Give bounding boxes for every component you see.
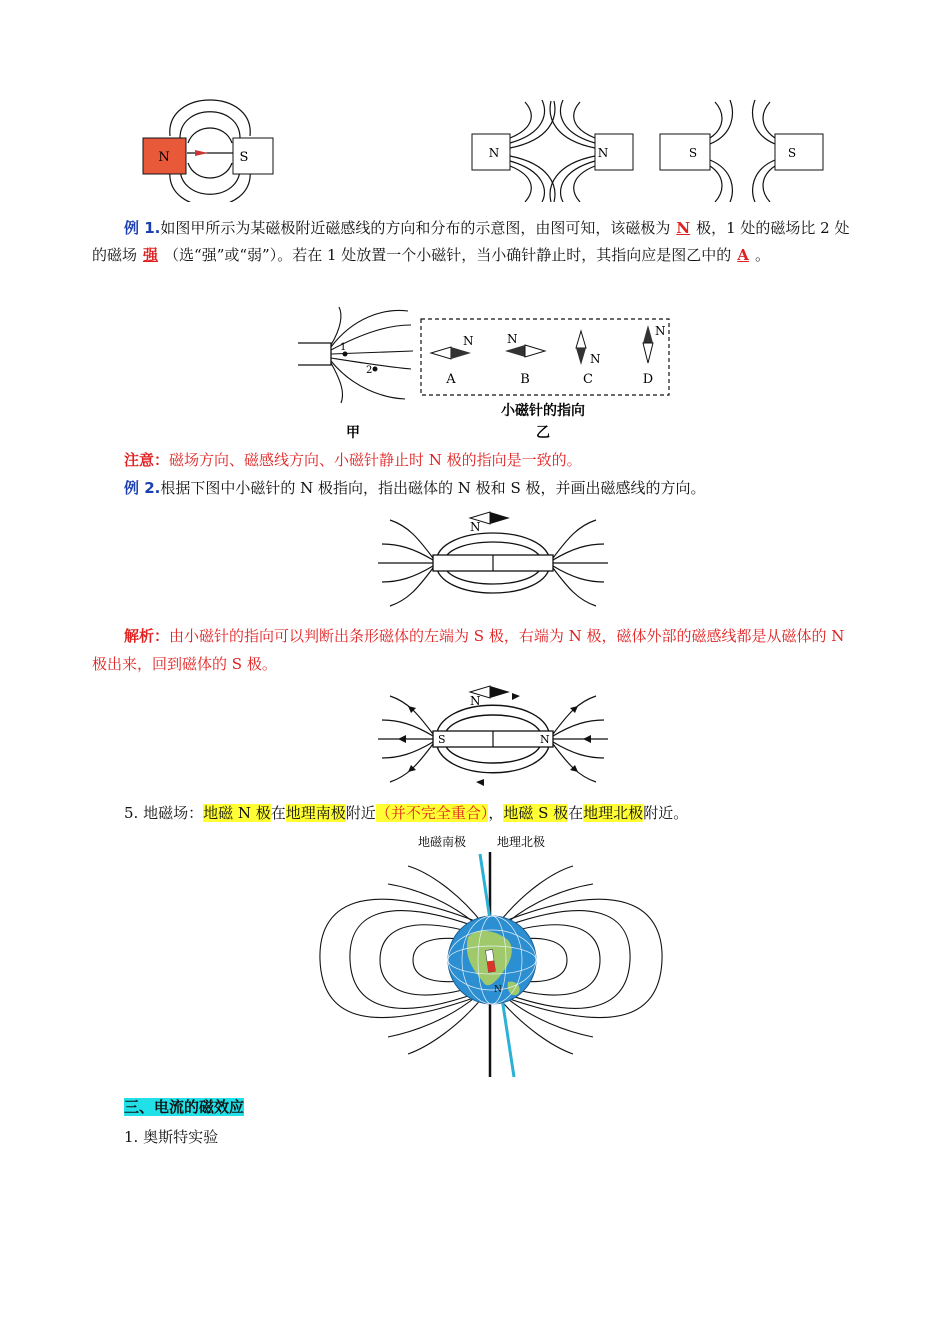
point-2-label: 2 xyxy=(366,365,373,376)
figure-yi xyxy=(421,319,669,441)
example1-paragraph xyxy=(92,215,862,269)
yi-caption: 乙 xyxy=(536,425,550,441)
geo-north-label: 地理北极 xyxy=(496,835,546,849)
ans-bar-s: S xyxy=(438,733,446,746)
example1-text3: （选“强”或“弱”）。若在 1 处放置一个小磁针，当小确针静止时，其指向应是图乙中的 xyxy=(164,246,732,264)
note-paragraph xyxy=(92,447,862,474)
example1-blank1: N xyxy=(676,219,691,237)
analysis-paragraph xyxy=(92,622,862,678)
note-label: 注意： xyxy=(124,451,170,469)
geo-t1: 在 xyxy=(270,804,286,822)
geo-h2: 地理南极 xyxy=(285,804,346,822)
geo-prefix: 5. 地磁场： xyxy=(124,804,204,822)
needle-b-n: N xyxy=(507,332,518,346)
analysis-text: 由小磁针的指向可以判断出条形磁体的左端为 S 极，右端为 N 极，磁体外部的磁感线都是从磁体的 N 极出来，回到磁体的 S 极。 xyxy=(92,627,845,673)
section3-item1: 1. 奥斯特实验 xyxy=(124,1128,219,1146)
earth-needle-n: N xyxy=(494,985,502,995)
figure-example1 xyxy=(293,303,673,443)
example1-blank2: 强 xyxy=(143,246,159,264)
figure-earth-magnetic-field xyxy=(318,832,668,1082)
option-a-label: A xyxy=(446,372,456,387)
note-text: 磁场方向、磁感线方向、小磁针静止时 N 极的指向是一致的。 xyxy=(169,451,582,469)
nn-left-label: N xyxy=(488,146,500,160)
geo-h5: 地理北极 xyxy=(583,804,644,822)
ss-left-label: S xyxy=(688,146,698,160)
example1-text4: 。 xyxy=(754,246,770,264)
magnet-n-label: N xyxy=(158,150,170,165)
ss-magnet-pair xyxy=(660,100,823,202)
figure-jia xyxy=(298,307,413,441)
example1-text2: 极，1 处的磁场比 2 处的磁场 xyxy=(92,219,850,264)
ns-magnet-pair xyxy=(143,100,273,202)
section3-heading-text: 三、电流的磁效应 xyxy=(124,1098,245,1116)
example1-text1: 如图甲所示为某磁极附近磁感线的方向和分布的示意图，由图可知，该磁极为 xyxy=(160,219,671,237)
geo-t3: ， xyxy=(488,804,504,822)
mag-south-label: 地磁南极 xyxy=(417,835,467,849)
example2-label: 例 2. xyxy=(124,479,161,497)
geo-t5: 附近。 xyxy=(643,804,689,822)
magnet-s-label: S xyxy=(239,150,249,165)
ans-bar-n: N xyxy=(540,733,550,746)
geo-t2: 附近 xyxy=(345,804,376,822)
ans-needle-n: N xyxy=(470,694,481,708)
option-b-label: B xyxy=(520,372,530,387)
geo-h3: （并不完全重合） xyxy=(375,804,489,822)
example1-label: 例 1. xyxy=(124,219,161,237)
example2-text: 根据下图中小磁针的 N 极指向，指出磁体的 N 极和 S 极，并画出磁感线的方向。 xyxy=(160,479,706,497)
figure-bar-magnet-fields xyxy=(140,98,840,202)
option-c-label: C xyxy=(583,372,593,387)
example1-blank3: A xyxy=(737,246,749,264)
geo-h4: 地磁 S 极 xyxy=(503,804,569,822)
section3-heading xyxy=(124,1094,244,1120)
option-d-label: D xyxy=(642,372,654,387)
ex2-needle-n: N xyxy=(470,520,481,534)
jia-caption: 甲 xyxy=(346,425,360,441)
example2-paragraph xyxy=(92,475,862,502)
geo-h1: 地磁 N 极 xyxy=(203,804,271,822)
geo-t4: 在 xyxy=(568,804,584,822)
nn-magnet-pair xyxy=(472,100,633,202)
figure-answer-magnet xyxy=(378,682,608,792)
figure-example2-magnet xyxy=(378,508,608,613)
yi-box-caption: 小磁针的指向 xyxy=(501,403,585,419)
geomagnetic-paragraph xyxy=(124,800,894,827)
needle-a-n: N xyxy=(463,334,474,348)
ss-right-label: S xyxy=(787,146,797,160)
needle-d-n: N xyxy=(655,324,666,338)
analysis-label: 解析： xyxy=(124,627,170,645)
needle-c-n: N xyxy=(590,352,601,366)
nn-right-label: N xyxy=(597,146,609,160)
point-1-label: 1 xyxy=(340,342,347,353)
